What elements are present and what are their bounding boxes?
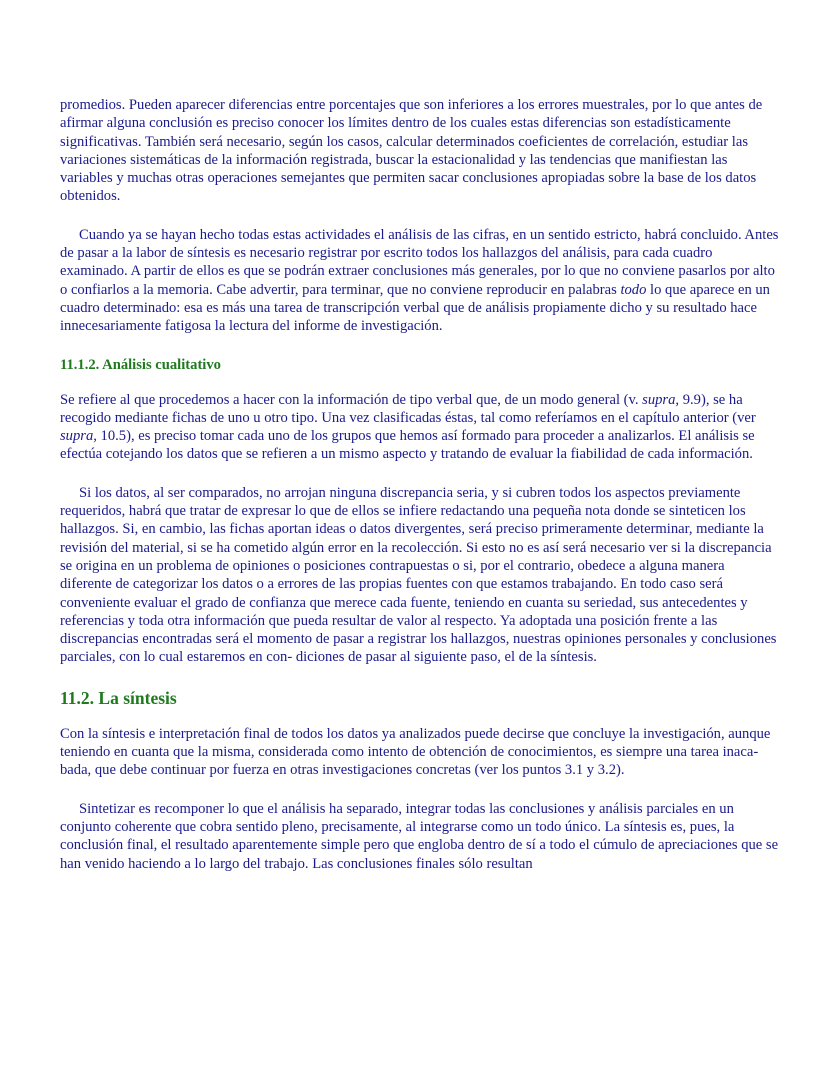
paragraph-text: lo que aparece en un cuadro determinado: esa es más una tarea de transcripción verbal que de análisis propiamente dicho y su resultado hace innecesariamente fatigosa la lectura del informe de investigación.	[60, 281, 770, 335]
paragraph-si-los-datos: Si los datos, al ser comparados, no arrojan ninguna discrepancia seria, y si cubren todos los aspectos previamente requeridos, habrá que tratar de expresar lo que de ellos se infiere redactando una pequeña nota donde se sinteticen los hallazgos. Si, en cambio, las fichas aportan ideas o datos divergentes, será preciso primeramente determinar, mediante la revisión del material, si se ha cometido algún error en la recolección. Si esto no es así será necesario ver si la discrepancia se origina en un problema de opiniones o posiciones contrapuestas o si, por el contrario, obedece a alguna manera diferente de categorizar los datos o a errores de las propias fuentes con que estamos trabajando. En todo caso será conveniente evaluar el grado de confianza que merece cada fuente, teniendo en cuanta su seriedad, sus antecedentes y referencias y toda otra información que pueda resultar de valor al respecto. Ya adoptada una posición frente a las discrepancias encontradas será el momento de pasar a registrar los hallazgos, nuestras opiniones personales y conclusiones parciales, con lo cual estaremos en con- diciones de pasar al siguiente paso, el de la síntesis.	[60, 484, 777, 666]
emphasis-todo: todo	[620, 281, 647, 298]
paragraph-text: 9.9), se ha recogido mediante fichas de uno u otro tipo. Una vez clasificadas éstas, tal como referíamos en el capítulo anterior (ver	[60, 391, 756, 426]
paragraph-con-la-sintesis: Con la síntesis e interpretación final de todos los datos ya analizados puede decirse que concluye la investigación, aunque teniendo en cuanta que la misma, considerada como intento de obtención de conocimientos, es siempre una tarea inaca- bada, que debe continuar por fuerza en otras investigaciones concretas (ver los puntos 3.1 y 3.2).	[60, 725, 771, 779]
paragraph-se-refiere	[60, 391, 780, 464]
emphasis-supra: supra,	[60, 428, 97, 445]
heading-analisis-cualitativo: 11.1.2. Análisis cualitativo	[60, 356, 221, 373]
document-page	[60, 96, 780, 873]
heading-la-sintesis: 11.2. La síntesis	[60, 687, 177, 708]
paragraph-text: 10.5), es preciso tomar cada uno de los grupos que hemos así formado para proceder a analizarlos. El análisis se efectúa cotejando los datos que se refieren a un mismo aspecto y tratando de evaluar la fiabilidad de cada información.	[60, 428, 755, 463]
paragraph-promedios: promedios. Pueden aparecer diferencias entre porcentajes que son inferiores a los errores muestrales, por lo que antes de afirmar alguna conclusión es preciso conocer los límites dentro de los cuales estas diferencias son estadísticamente significativas. También será necesario, según los casos, calcular determinados coeficientes de correlación, estudiar las variaciones sistemáticas de la información registrada, buscar la estacionalidad y las tendencias que manifiestan las variables y muchas otras operaciones semejantes que permiten sacar conclusiones apropiadas sobre la base de los datos obtenidos.	[60, 97, 763, 205]
paragraph-text: Cuando ya se hayan hecho todas estas actividades el análisis de las cifras, en un sentido estricto, habrá concluido. Antes de pasar a la labor de síntesis es necesario registrar por escrito todos los hallazgos del análisis, para cada cuadro examinado. A partir de ellos es que se podrán extraer conclusiones más generales, por lo que no conviene pasarlos por alto o confiarlos a la memoria. Cabe advertir, para terminar, que no conviene reproducir en palabras	[60, 226, 779, 298]
paragraph-text: Se refiere al que procedemos a hacer con la información de tipo verbal que, de un modo general (v.	[60, 391, 643, 408]
paragraph-analisis-cifras	[60, 226, 780, 336]
paragraph-sintetizar: Sintetizar es recomponer lo que el análisis ha separado, integrar todas las conclusiones y análisis parciales en un conjunto coherente que cobra sentido pleno, precisamente, al integrarse como un todo único. La síntesis es, pues, la conclusión final, el resultado aparentemente simple pero que engloba dentro de sí a todo el cúmulo de apreciaciones que se han venido haciendo a lo largo del trabajo. Las conclusiones finales sólo resultan	[60, 800, 779, 872]
emphasis-supra: supra,	[642, 391, 680, 408]
